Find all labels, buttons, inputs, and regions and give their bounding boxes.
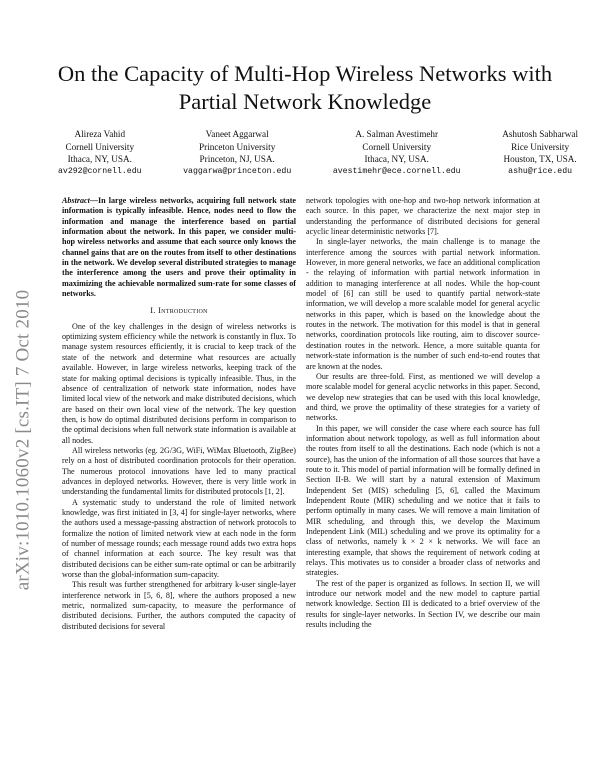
- author-name: Alireza Vahid: [74, 129, 126, 139]
- author-email[interactable]: ashu@rice.edu: [508, 166, 573, 176]
- author-block: [183, 128, 291, 178]
- author-name: Vaneet Aggarwal: [205, 129, 269, 139]
- author-email[interactable]: av292@cornell.edu: [58, 166, 142, 176]
- abstract-text: —In large wireless networks, acquiring full network state information is typically infeasible. Hence, nodes need to flow the information and manage the interference based on partial information about the network. In this paper, we consider multi-hop wireless networks and assume that each source only knows the channel gains that are on the routes from itself to other destinations in the network. We develop several distributed strategies to manage the interference among the users and prove their optimality in maximizing the achievable normalized sum-rate for some classes of networks.: [62, 196, 296, 299]
- author-location: Ithaca, NY, USA.: [67, 154, 132, 165]
- body-paragraph: A systematic study to understand the role of limited network knowledge, was first initiated in [3, 4] for single-layer networks, where the authors used a message-passing abstraction of network protocols to formalize the notion of limited network view at each node in the form of number of message rounds; each message round adds two extra hops of channel information at each source. The key result was that distributed decisions can be either sum-rate optimal or can be arbitrarily worse than the global-information sum-capacity.: [62, 497, 296, 580]
- author-affiliation: Rice University: [511, 141, 570, 152]
- section-heading-introduction: I. Introduction: [150, 306, 208, 316]
- body-paragraph: In this paper, we will consider the case where each source has full information about network topology, as well as full information about the routes from itself to all the destinations. Each node (which is not a source), has the union of the information of all those sources that have a route to it. This model of partial information will be formally defined in Section II-B. We will start by a natural extension of Maximum Independent Set (MIS) scheduling [5, 6], called the Maximum Independent Route (MIR) scheduling and we notice that it fails to perform optimally in many cases. We will remove a main limitation of MIR scheduling, and through this, we develop the Maximum Independent Link (MIL) scheduling and we prove its optimality for a class of networks, namely k × 2 × k networks. We will face an interesting example, that shows the requirement of network coding at relays. This motivates us to consider a broader class of networks and strategies.: [306, 423, 540, 578]
- arxiv-id: arXiv:1010.1060v2 [cs.IT] 7 Oct 2010: [12, 289, 33, 591]
- body-paragraph: In single-layer networks, the main challenge is to manage the interference among the sources with partial network information. However, in more general networks, we face an additional complication - the relaying of information with partial network information in addition to managing interference at all nodes. While the hop-count model of [6] can still be used to quantify partial network-state information, we will develop a more scalable model for general acyclic networks in this paper, which is based on the knowledge about the routes in the network. The motivation for this model is that in general networks, coordination protocols like routing, aim to discover source-destination routes in the network. Hence, a more suitable quanta for network-state information is the number of such end-to-end routes that are known at the nodes.: [306, 237, 540, 371]
- author-location: Ithaca, NY, USA.: [364, 154, 429, 165]
- paper-title: On the Capacity of Multi-Hop Wireless Networks with Partial Network Knowledge: [57, 61, 553, 114]
- body-paragraph: One of the key challenges in the design of wireless networks is optimizing system efficiency while the network is constantly in flux. To manage system resources efficiently, it is crucial to keep track of the state of the network and determine what resources are actually available. However, in large wireless networks, keeping track of the state for making optimal decisions is typically infeasible. Thus, in the absence of centralization of network state information, nodes have limited local view of the network and make distributed decisions, which are based on their own local view of the network. The key question then, is how do optimal distributed decisions perform in comparison to the optimal decisions when full network state information is available at all nodes.: [62, 321, 296, 445]
- arxiv-watermark: [8, 225, 38, 655]
- author-list: [58, 128, 578, 178]
- author-location: Houston, TX, USA.: [503, 154, 577, 165]
- body-paragraph: This result was further strengthened for arbitrary k-user single-layer interference network in [5, 6, 8], where the authors proposed a new metric, normalized sum-capacity, to measure the performance of distributed decisions. Further, the authors computed the capacity of distributed decisions for several: [62, 580, 296, 631]
- left-paragraphs: [62, 322, 296, 632]
- abstract: [62, 196, 296, 299]
- body-paragraph: The rest of the paper is organized as follows. In section II, we will introduce our network model and the new model to capture partial network knowledge. Section III is dedicated to a brief overview of the results for single-layer networks. In Section IV, we describe our main results including the: [306, 578, 540, 630]
- author-block: [58, 128, 142, 178]
- author-block: [502, 128, 578, 178]
- author-affiliation: Cornell University: [362, 141, 432, 152]
- author-affiliation: Cornell University: [65, 141, 135, 152]
- author-name: A. Salman Avestimehr: [355, 129, 439, 139]
- author-email[interactable]: vaggarwa@princeton.edu: [183, 166, 292, 176]
- author-location: Princeton, NJ, USA.: [199, 154, 275, 165]
- right-column: [306, 196, 540, 630]
- author-email[interactable]: avestimehr@ece.cornell.edu: [332, 166, 461, 176]
- body-paragraph: All wireless networks (eg. 2G/3G, WiFi, WiMax Bluetooth, ZigBee) rely on a host of distributed coordination protocols for their operation. The numerous protocol innovations have led to many practical advances in deployed networks. However, there is very little work in understanding the fundamental limits for distributed protocols [1, 2].: [62, 445, 296, 497]
- author-name: Ashutosh Sabharwal: [502, 129, 578, 139]
- author-block: [333, 128, 461, 178]
- body-paragraph: network topologies with one-hop and two-hop network information at each source. In this paper, we characterize the next major step in understanding the performance of distributed decisions for general acyclic linear deterministic networks [7].: [306, 196, 540, 237]
- right-paragraphs: [306, 196, 540, 630]
- left-column: [62, 196, 296, 632]
- abstract-label: Abstract: [62, 196, 90, 205]
- body-paragraph: Our results are three-fold. First, as mentioned we will develop a more scalable model for general acyclic networks in this paper. Second, we develop new strategies that can be used with this local knowledge, and third, we prove the optimality of these strategies for a variety of networks.: [306, 371, 540, 423]
- author-affiliation: Princeton University: [199, 141, 276, 152]
